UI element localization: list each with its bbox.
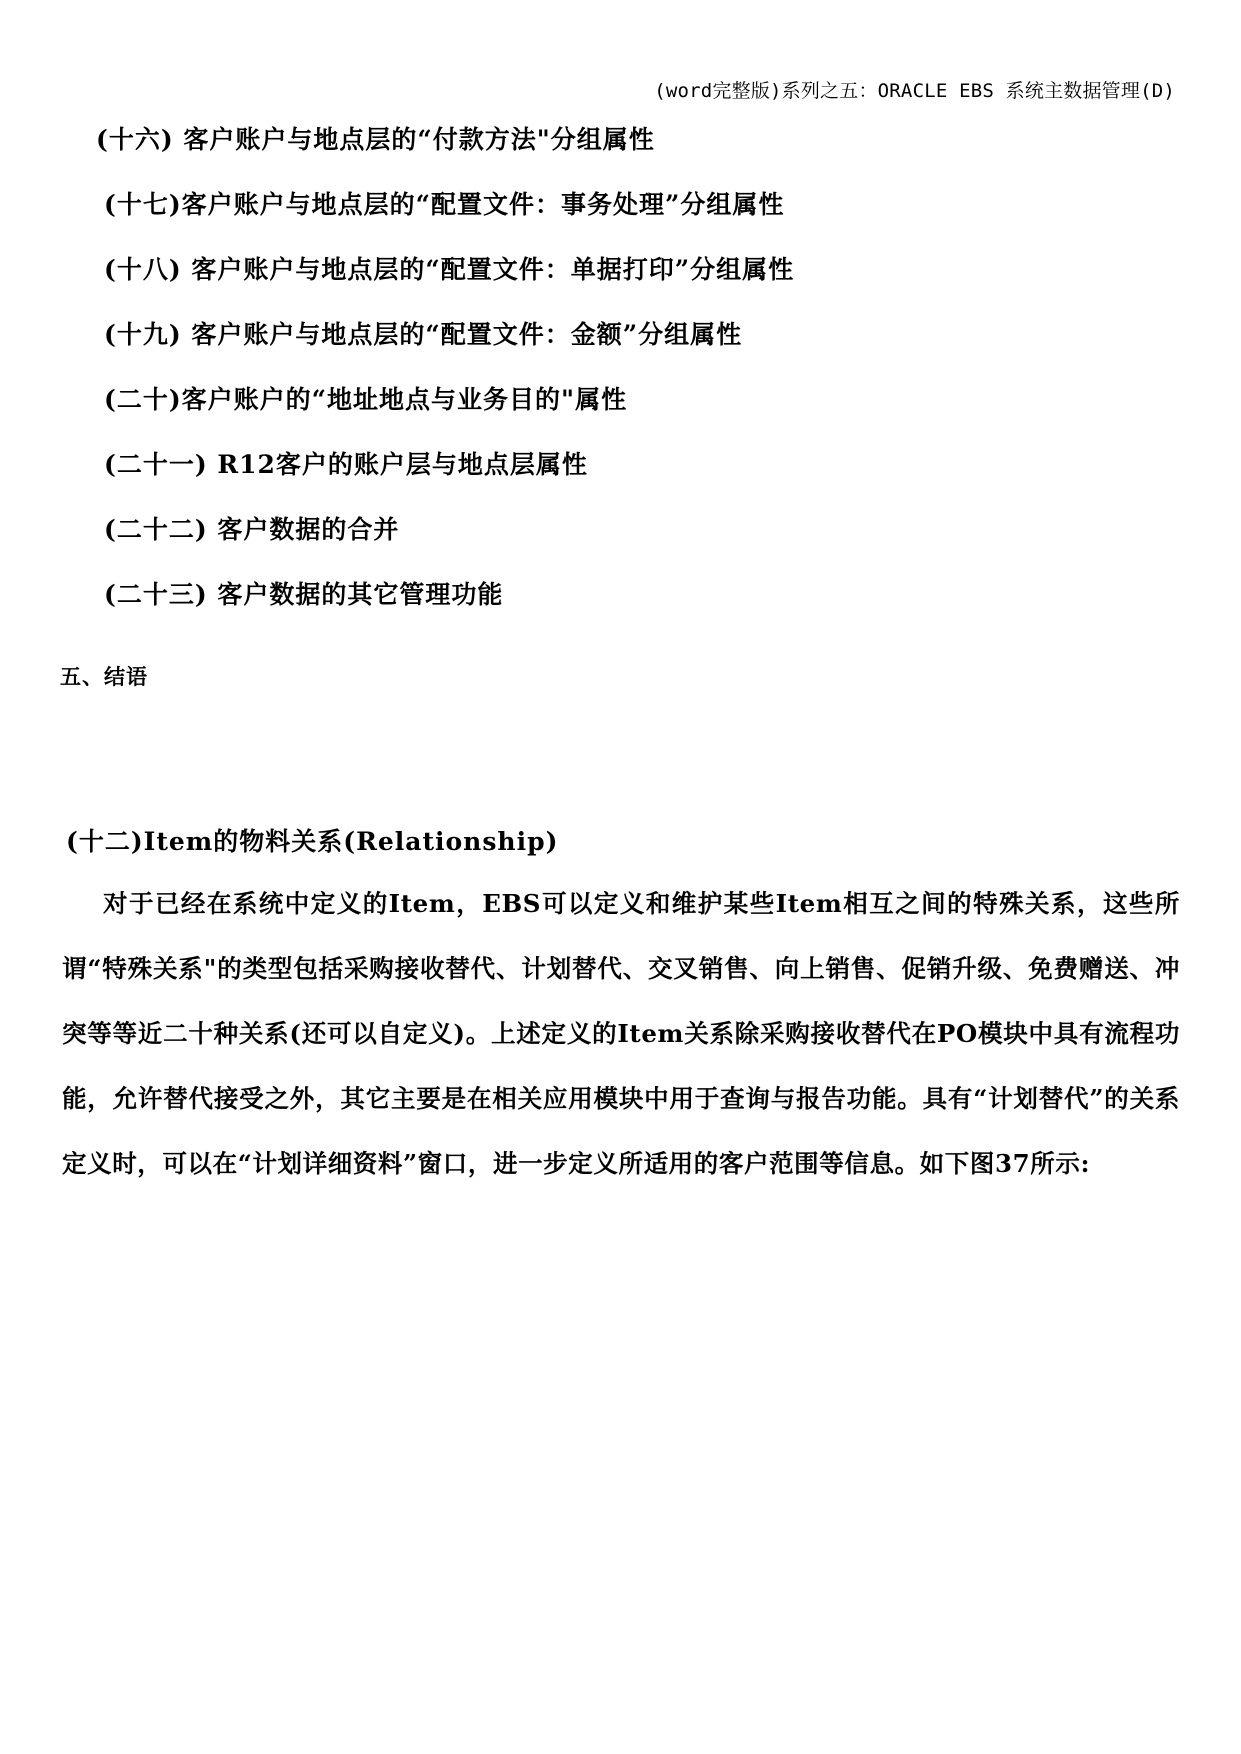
toc-item-16: (十六) 客户账户与地点层的“付款方法"分组属性 — [96, 125, 655, 154]
toc-item-20: (二十)客户账户的“地址地点与业务目的"属性 — [104, 385, 628, 414]
toc-item-19: (十九) 客户账户与地点层的“配置文件：金额”分组属性 — [104, 320, 743, 349]
body-paragraph: 对于已经在系统中定义的Item，EBS可以定义和维护某些Item相互之间的特殊关系，这些所谓“特殊关系"的类型包括采购接收替代、计划替代、交叉销售、向上销售、促销升级、免费赠送、冲突等等近二十种关系(还可以自定义)。上述定义的Item关系除采购接收替代在PO模块中具有流程功能，允许替代接受之外，其它主要是在相关应用模块中用于查询与报告功能。具有“计划替代”的关系定义时，可以在“计划详细资料”窗口，进一步定义所适用的客户范围等信息。如下图37所示: — [62, 889, 1180, 1178]
toc-item-18: (十八) 客户账户与地点层的“配置文件：单据打印”分组属性 — [104, 255, 795, 284]
toc-item-17: (十七)客户账户与地点层的“配置文件：事务处理”分组属性 — [104, 190, 785, 219]
toc-item-21: (二十一) R12客户的账户层与地点层属性 — [104, 450, 588, 479]
section-title: 五、结语 — [60, 664, 148, 689]
toc-item-22: (二十二) 客户数据的合并 — [104, 515, 400, 544]
toc-item-23: (二十三) 客户数据的其它管理功能 — [104, 580, 504, 609]
running-header: (word完整版)系列之五：ORACLE EBS 系统主数据管理(D) — [654, 80, 1175, 102]
subheading: (十二)Item的物料关系(Relationship) — [66, 827, 559, 856]
